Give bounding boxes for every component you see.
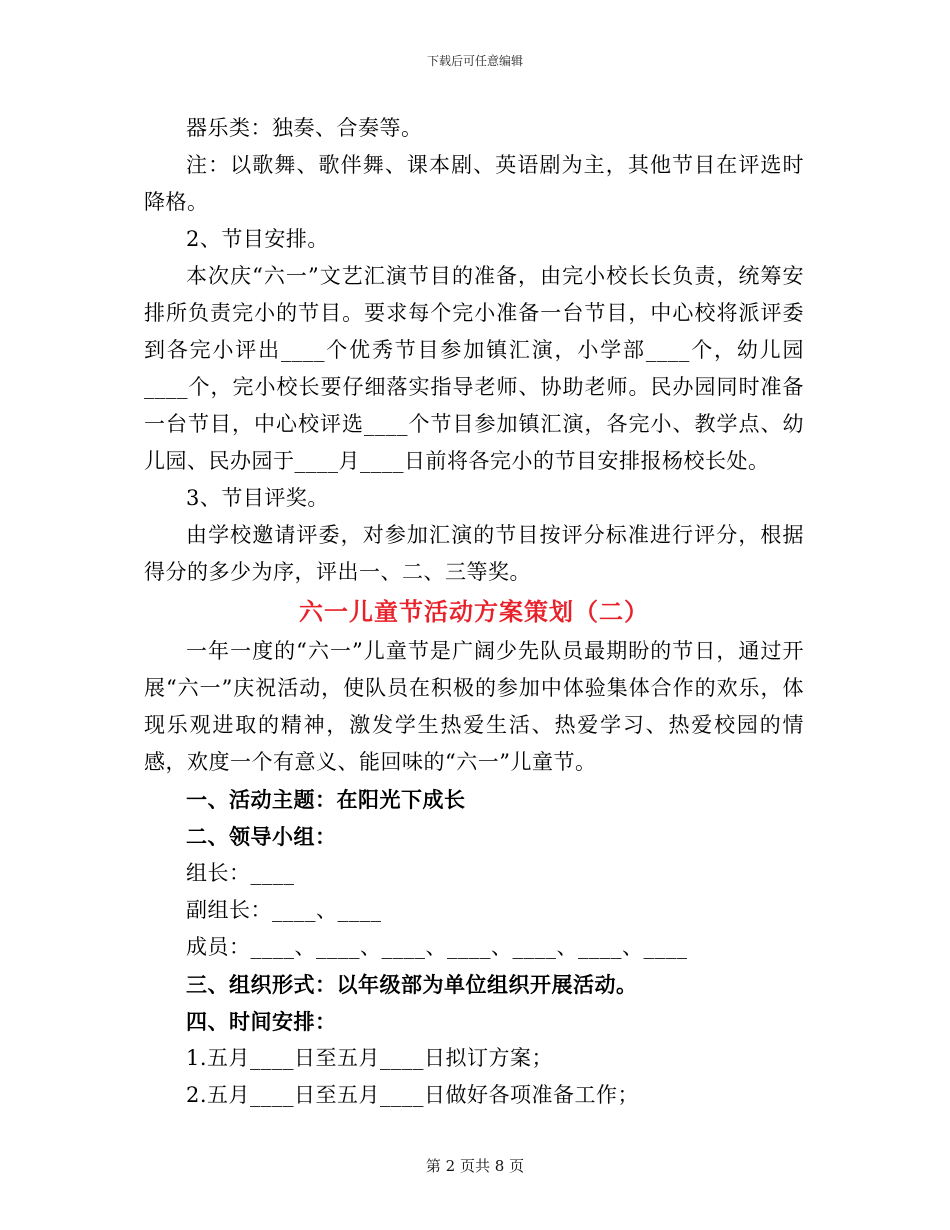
schedule-item-1: 1.五月____日至五月____日拟订方案； xyxy=(186,1046,554,1070)
section-title: 六一儿童节活动方案策划（二） xyxy=(299,597,649,626)
document-body xyxy=(144,110,804,1114)
line-members: 成员：____、____、____、____、____、____、____ xyxy=(186,935,688,959)
line-leader: 组长：____ xyxy=(186,861,295,885)
schedule-item-2: 2.五月____日至五月____日做好各项准备工作； xyxy=(186,1083,640,1107)
page-footer: 第 2 页共 8 页 xyxy=(425,1157,525,1175)
line-vice-leader: 副组长：____、____ xyxy=(186,898,382,922)
paragraph-program-awards: 由学校邀请评委，对参加汇演的节目按评分标准进行评分，根据得分的多少为序，评出一、二、三等奖。 xyxy=(144,523,804,584)
paragraph-program-arrangement: 本次庆“六一”文艺汇演节目的准备，由完小校长长负责，统筹安排所负责完小的节目。要求每个完小准备一台节目，中心校将派评委到各完小评出____个优秀节目参加镇汇演，小学部____个，幼儿园____个，完小校长要仔细落实指导老师、协助老师。民办园同时准备一台节目，中心校评选____个节目参加镇汇演，各完小、教学点、幼儿园、民办园于____月____日前将各完小的节目安排报杨校长处。 xyxy=(144,264,804,473)
heading-schedule: 四、时间安排： xyxy=(186,1009,337,1034)
heading-organization-form: 三、组织形式：以年级部为单位组织开展活动。 xyxy=(186,972,638,997)
heading-program-awards: 3、节目评奖。 xyxy=(186,486,329,510)
heading-activity-theme: 一、活动主题：在阳光下成长 xyxy=(186,787,466,812)
heading-program-arrangement: 2、节目安排。 xyxy=(186,227,329,251)
paragraph-instrument: 器乐类：独奏、合奏等。 xyxy=(186,116,423,140)
paragraph-note: 注：以歌舞、歌伴舞、课本剧、英语剧为主，其他节目在评选时降格。 xyxy=(144,153,804,214)
heading-leadership-group: 二、领导小组： xyxy=(186,824,337,849)
paragraph-intro: 一年一度的“六一”儿童节是广阔少先队员最期盼的节日，通过开展“六一”庆祝活动，使队员在积极的参加中体验集体合作的欢乐，体现乐观进取的精神，激发学生热爱生活、热爱学习、热爱校园的情感，欢度一个有意义、能回味的“六一”儿童节。 xyxy=(144,639,804,774)
page-header: 下载后可任意编辑 xyxy=(426,54,523,68)
